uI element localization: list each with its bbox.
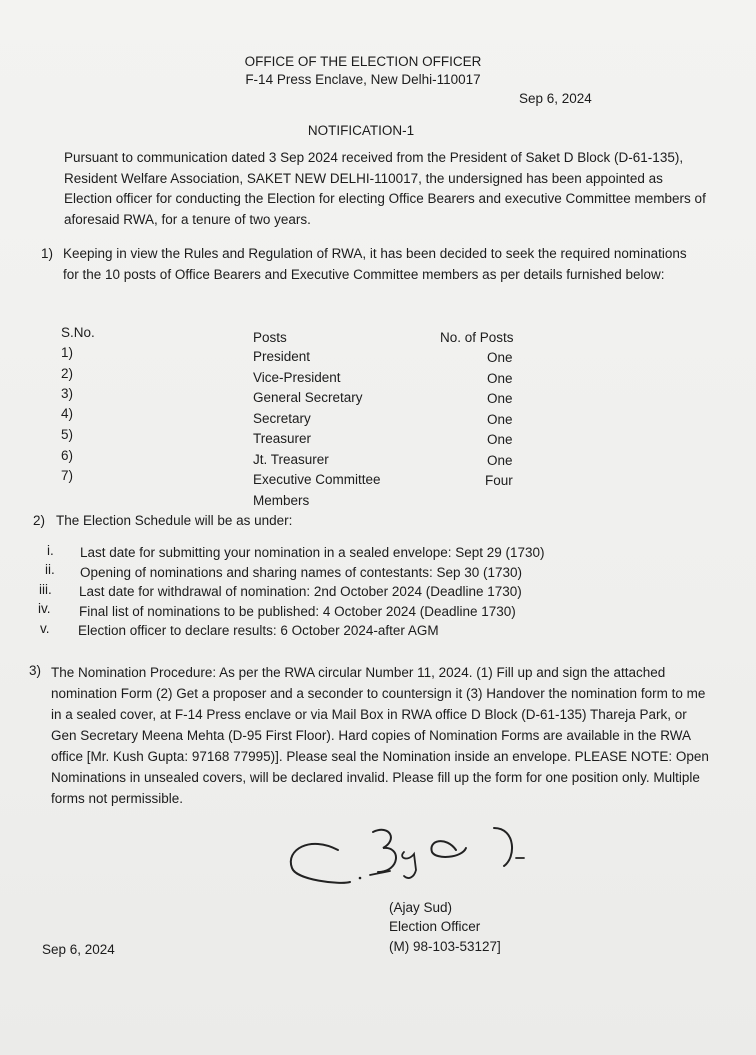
- row-post: Secretary: [253, 411, 311, 426]
- row-count: One: [487, 432, 513, 447]
- row-count: One: [487, 350, 513, 365]
- row-sno: 5): [61, 427, 74, 442]
- office-address: F-14 Press Enclave, New Delhi-110017: [245, 72, 481, 87]
- section3-number: 3): [29, 663, 42, 678]
- signatory-phone: (M) 98-103-53127]: [389, 939, 501, 954]
- row-count: Four: [485, 473, 513, 488]
- item-roman: iv.: [38, 601, 51, 616]
- item-roman: i.: [47, 543, 54, 558]
- item-roman: ii.: [45, 562, 55, 577]
- notification-title: NOTIFICATION-1: [307, 123, 415, 138]
- row-sno: 4): [61, 406, 74, 421]
- section3-text: The Nomination Procedure: As per the RWA circular Number 11, 2024. (1) Fill up and sign the attached nomination Form (2) Get a proposer and a seconder to countersign it (3) Handover the nomination form to me in a sealed cover, at F-14 Press enclave or via Mail Box in RWA office D Block (D-61-135) Thareja Park, or Gen Secretary Meena Mehta (D-95 First Floor). Hard copies of Nomination Forms are available in the RWA office [Mr. Kush Gupta: 97168 77995)]. Please seal the Nomination inside an envelope. PLEASE NOTE: Open Nominations in unsealed covers, will be declared invalid. Please fill up the form for one position only. Multiple forms not permissible.: [51, 665, 709, 806]
- signatory-name: (Ajay Sud): [389, 900, 453, 915]
- row-post: Executive Committee: [253, 472, 381, 487]
- row-count: One: [487, 412, 513, 427]
- office-title: OFFICE OF THE ELECTION OFFICER: [244, 54, 482, 69]
- row-sno: 1): [61, 345, 74, 360]
- item-text: Last date for withdrawal of nomination: 2nd October 2024 (Deadline 1730): [79, 584, 522, 599]
- row-sno: 3): [61, 386, 74, 401]
- row-post: Jt. Treasurer: [253, 452, 329, 467]
- table-header-sno: S.No.: [61, 325, 95, 340]
- item-roman: v.: [40, 621, 50, 636]
- row-post: General Secretary: [253, 390, 363, 405]
- section1-number: 1): [41, 246, 54, 261]
- item-text: Opening of nominations and sharing names of contestants: Sep 30 (1730): [80, 565, 523, 580]
- row-sno: 6): [61, 448, 74, 463]
- item-text: Final list of nominations to be published: 4 October 2024 (Deadline 1730): [79, 604, 516, 619]
- row-post: Treasurer: [253, 431, 312, 446]
- footer-date: Sep 6, 2024: [42, 942, 115, 957]
- item-text: Last date for submitting your nomination in a sealed envelope: Sept 29 (1730): [80, 545, 545, 560]
- signature-image: [280, 810, 550, 910]
- row-post: President: [253, 349, 311, 364]
- row-count: One: [487, 371, 513, 386]
- row-post: Vice-President: [253, 370, 341, 385]
- row-count: One: [487, 453, 513, 468]
- item-roman: iii.: [39, 582, 52, 597]
- table-header-count: No. of Posts: [440, 330, 514, 345]
- table-header-posts: Posts: [253, 330, 287, 345]
- section2-title: The Election Schedule will be as under:: [56, 513, 293, 528]
- section2-number: 2): [33, 513, 46, 528]
- row-sno: 7): [61, 468, 74, 483]
- row-post-continuation: Members: [253, 493, 310, 508]
- signatory-title: Election Officer: [389, 919, 481, 934]
- row-count: One: [487, 391, 513, 406]
- header-date: Sep 6, 2024: [519, 91, 592, 106]
- row-sno: 2): [61, 366, 74, 381]
- section1-text: Keeping in view the Rules and Regulation of RWA, it has been decided to seek the required nominations for the 10 posts of Office Bearers and Executive Committee members as per details furnished below:: [63, 246, 687, 282]
- intro-paragraph: Pursuant to communication dated 3 Sep 2024 received from the President of Saket D Block (D-61-135), Resident Welfare Association, SAKET NEW DELHI-110017, the undersigned has been appointed as Election officer for conducting the Election for electing Office Bearers and executive Committee members of aforesaid RWA, for a tenure of two years.: [64, 150, 706, 227]
- item-text: Election officer to declare results: 6 October 2024-after AGM: [78, 623, 439, 638]
